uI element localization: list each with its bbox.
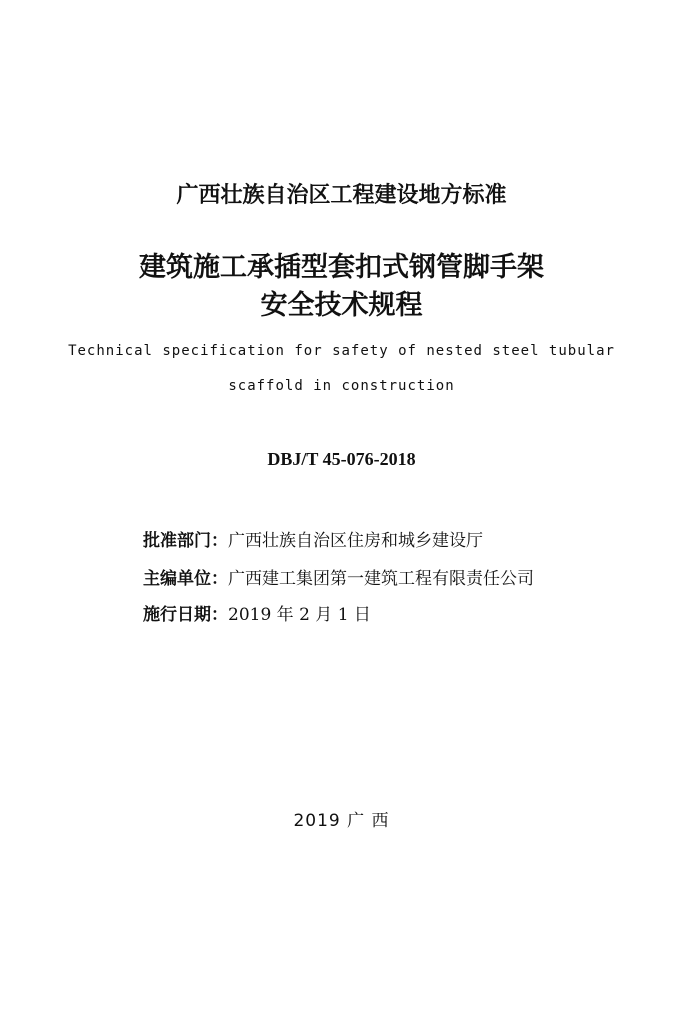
document-title-line-1: 建筑施工承插型套扣式钢管脚手架	[139, 252, 544, 283]
english-title-line-1: Technical specification for safety of nested steel tubular	[68, 343, 615, 359]
publication-footer: 2019 广 西	[293, 811, 390, 831]
chief-editor-label: 主编单位：	[143, 569, 228, 589]
series-title: 广西壮族自治区工程建设地方标准	[176, 183, 507, 208]
approval-department-row	[143, 526, 483, 551]
approval-department-label: 批准部门：	[143, 531, 228, 551]
effective-date-row	[143, 600, 371, 625]
chief-editor-value: 广西建工集团第一建筑工程有限责任公司	[228, 569, 534, 589]
chief-editor-row	[143, 564, 534, 589]
standard-code: DBJ/T 45-076-2018	[267, 449, 416, 469]
effective-date-label: 施行日期：	[143, 605, 228, 625]
english-title-line-2: scaffold in construction	[228, 378, 455, 394]
document-title-line-2: 安全技术规程	[260, 290, 423, 321]
effective-date-value: 2019 年 2 月 1 日	[228, 605, 371, 625]
approval-department-value: 广西壮族自治区住房和城乡建设厅	[228, 531, 483, 551]
